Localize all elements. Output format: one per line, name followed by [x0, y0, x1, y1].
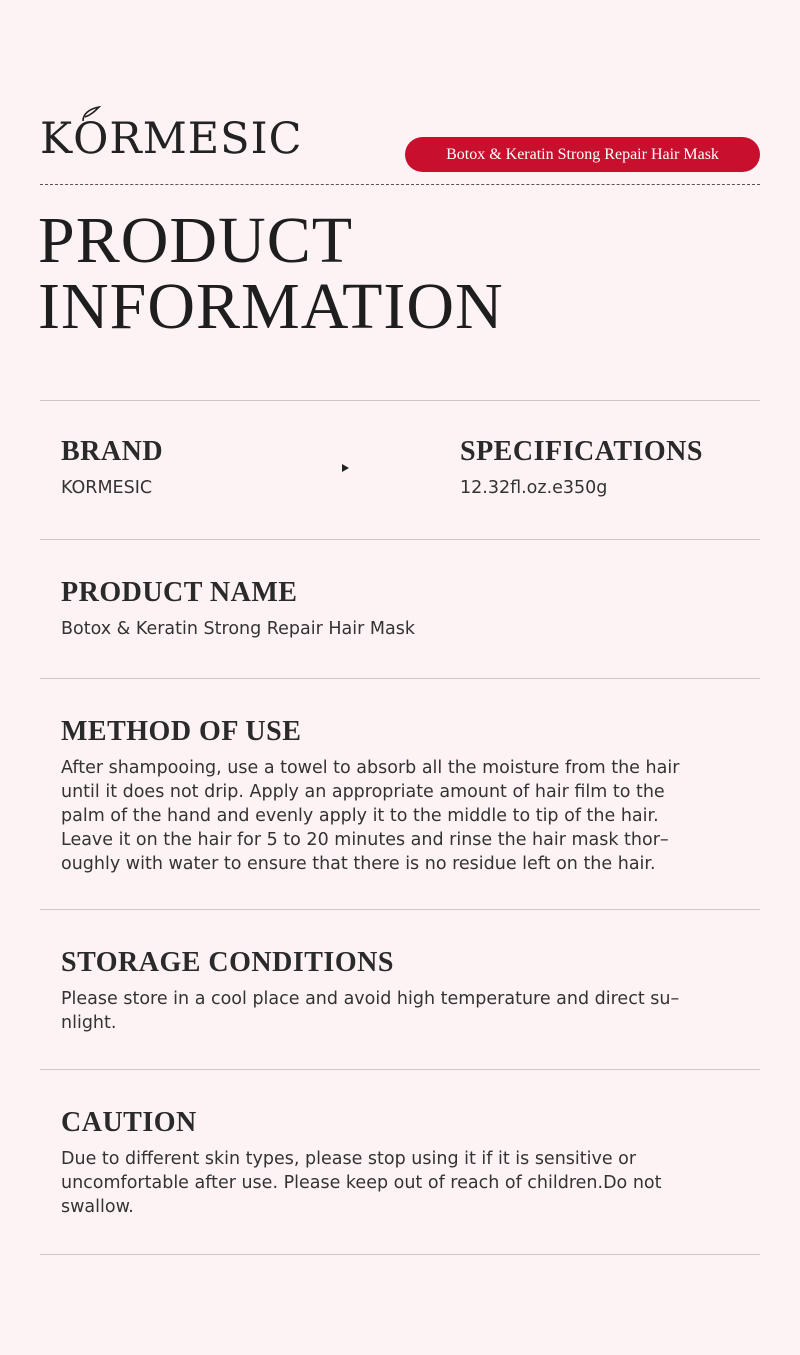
caution-heading: CAUTION [61, 1107, 197, 1138]
method-line: palm of the hand and evenly apply it to the middle to tip of the hair. [61, 806, 659, 826]
brand-value: KORMESIC [61, 478, 153, 498]
section-divider [40, 539, 760, 540]
storage-conditions-text [61, 987, 679, 1035]
method-line: After shampooing, use a towel to absorb all the moisture from the hair [61, 758, 680, 778]
page-title-line-1: PRODUCT [38, 204, 354, 277]
method-line: until it does not drip. Apply an appropriate amount of hair film to the [61, 782, 665, 802]
section-divider [40, 400, 760, 401]
header-divider [40, 184, 760, 185]
brand-logo [40, 114, 303, 164]
section-divider [40, 909, 760, 910]
section-divider [40, 678, 760, 679]
section-divider [40, 1069, 760, 1070]
caution-line: swallow. [61, 1197, 134, 1217]
caution-line: uncomfortable after use. Please keep out of reach of children.Do not [61, 1173, 662, 1193]
caution-text [61, 1147, 661, 1219]
specifications-value: 12.32fl.oz.e350g [460, 478, 608, 498]
arrow-right-icon [342, 464, 349, 472]
method-of-use-heading: METHOD OF USE [61, 716, 302, 747]
page-title [38, 204, 504, 343]
storage-conditions-heading: STORAGE CONDITIONS [61, 947, 394, 978]
caution-line: Due to different skin types, please stop using it if it is sensitive or [61, 1149, 637, 1169]
logo-o: O [73, 118, 109, 161]
storage-line: Please store in a cool place and avoid high temperature and direct su– [61, 989, 680, 1009]
section-divider [40, 1254, 760, 1255]
specifications-heading: SPECIFICATIONS [460, 436, 703, 467]
product-name-heading: PRODUCT NAME [61, 577, 298, 608]
method-line: oughly with water to ensure that there is no residue left on the hair. [61, 854, 656, 874]
storage-line: nlight. [61, 1013, 117, 1033]
method-of-use-text [61, 756, 679, 876]
product-badge: Botox & Keratin Strong Repair Hair Mask [405, 137, 760, 172]
product-name-value: Botox & Keratin Strong Repair Hair Mask [61, 619, 415, 639]
leaf-icon [79, 106, 103, 122]
logo-text-k: K [40, 114, 74, 164]
logo-text-rest: RMESIC [109, 114, 303, 164]
brand-heading: BRAND [61, 436, 164, 467]
page-title-line-2: INFORMATION [38, 270, 504, 343]
method-line: Leave it on the hair for 5 to 20 minutes and rinse the hair mask thor– [61, 830, 669, 850]
